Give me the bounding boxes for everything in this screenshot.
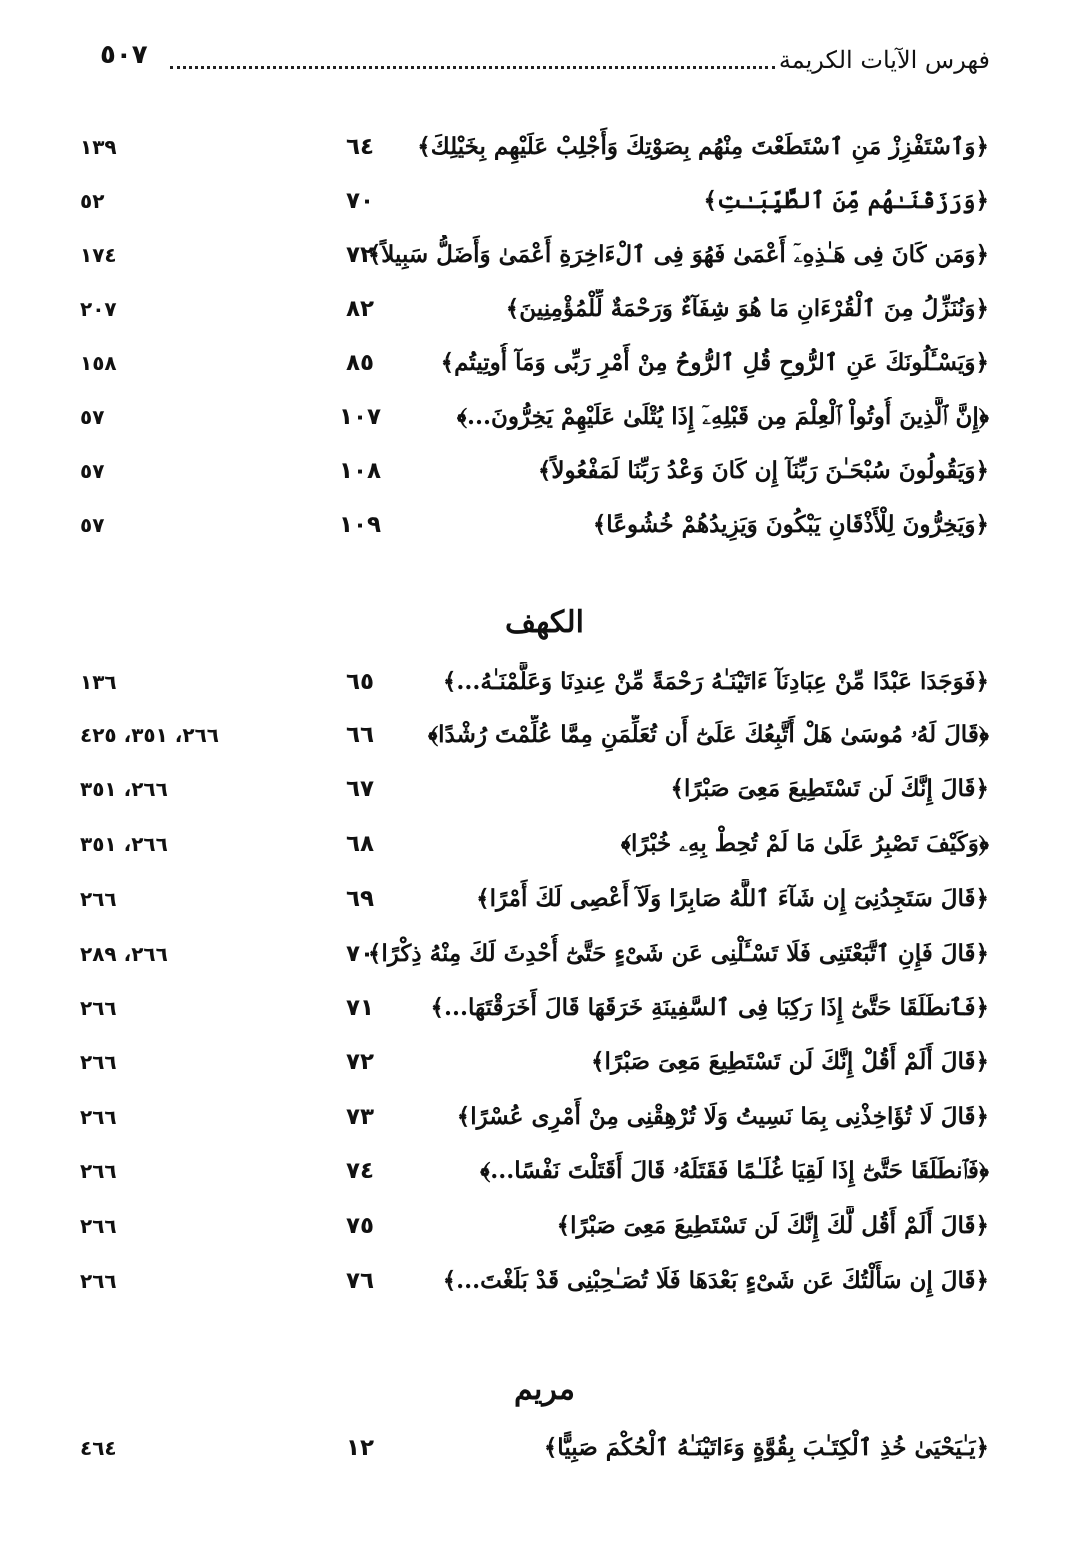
- index-row: [0, 1151, 1089, 1191]
- verse-text: ﴿وَكَيْفَ تَصْبِرُ عَلَىٰ مَا لَمْ تُحِطْ بِهِۦ خُبْرًا﴾: [620, 830, 989, 857]
- section-title-al-kahf: الكهف: [505, 605, 584, 640]
- verse-text: ﴿قَالَ أَلَمْ أَقُلْ إِنَّكَ لَن تَسْتَطِيعَ مَعِىَ صَبْرًا﴾: [591, 1048, 989, 1075]
- page-references: ٢٦٦، ٣٥١، ٤٢٥: [80, 723, 219, 747]
- verse-text: ﴿وَٱسْتَفْزِزْ مَنِ ٱسْتَطَعْتَ مِنْهُم بِصَوْتِكَ وَأَجْلِبْ عَلَيْهِم بِخَيْلِكَ﴾: [417, 133, 989, 160]
- page-references: ١٥٨: [80, 351, 117, 375]
- verse-text: ﴿وَمَن كَانَ فِى هَـٰذِهِۦٓ أَعْمَىٰ فَهُوَ فِى ٱلْءَاخِرَةِ أَعْمَىٰ وَأَضَلُّ سَبِيلاً﴾: [367, 241, 989, 268]
- index-row: [0, 1261, 1089, 1301]
- page-references: ٤٦٤: [80, 1436, 117, 1460]
- verse-text: ﴿فَوَجَدَا عَبْدًا مِّنْ عِبَادِنَآ ءَاتَيْنَـٰهُ رَحْمَةً مِّنْ عِندِنَا وَعَلَّمْنَـٰهُ...﴾: [442, 668, 989, 695]
- verse-text: ﴿قَالَ لَهُۥ مُوسَىٰ هَلْ أَتَّبِعُكَ عَلَىٰٓ أَن تُعَلِّمَنِ مِمَّا عُلِّمْتَ رُشْدًا﴾: [427, 721, 989, 748]
- verse-text: ﴿إِنَّ ٱلَّذِينَ أُوتُواْ ٱلْعِلْمَ مِن قَبْلِهِۦٓ إِذَا يُتْلَىٰ عَلَيْهِمْ يَخِرُّونَ...﴾: [456, 403, 989, 430]
- page-references: ٢٠٧: [80, 297, 117, 321]
- ayah-number: ٧٣: [345, 1104, 375, 1130]
- ayah-number: ٧٤: [345, 1158, 375, 1184]
- page-references: ٢٦٦: [80, 1050, 117, 1074]
- verse-text: ﴿قَالَ فَإِنِ ٱتَّبَعْتَنِى فَلَا تَسْـَٔلْنِى عَن شَىْءٍ حَتَّىٰٓ أُحْدِثَ لَكَ مِنْهُ ذِكْرًا﴾: [367, 940, 989, 967]
- ayah-number: ٧٢: [345, 242, 375, 268]
- ayah-number: ١٠٨: [338, 458, 382, 484]
- index-row: [0, 988, 1089, 1028]
- index-row: [0, 715, 1089, 755]
- ayah-number: ٨٢: [345, 296, 375, 322]
- verse-text: ﴿قَالَ لَا تُؤَاخِذْنِى بِمَا نَسِيتُ وَلَا تُرْهِقْنِى مِنْ أَمْرِى عُسْرًا﴾: [456, 1103, 989, 1130]
- verse-text: ﴿يَـٰيَحْيَىٰ خُذِ ٱلْكِتَـٰبَ بِقُوَّةٍ وَءَاتَيْنَـٰهُ ٱلْحُكْمَ صَبِيًّا﴾: [543, 1434, 989, 1461]
- page-references: ٢٦٦: [80, 887, 117, 911]
- ayah-number: ٧٦: [345, 1268, 375, 1294]
- index-row: [0, 1042, 1089, 1082]
- page-references: ١٧٤: [80, 243, 117, 267]
- ayah-number: ٧٥: [345, 1213, 375, 1239]
- index-row: [0, 127, 1089, 167]
- verse-text: ﴿وَيَقُولُونَ سُبْحَـٰنَ رَبِّنَآ إِن كَانَ وَعْدُ رَبِّنَا لَمَفْعُولاً﴾: [537, 457, 989, 484]
- page-references: ٢٦٦، ٣٥١: [80, 832, 168, 856]
- index-row: [0, 289, 1089, 329]
- index-row: [0, 662, 1089, 702]
- ayah-number: ٦٩: [345, 886, 375, 912]
- ayah-number: ٧١: [345, 995, 375, 1021]
- verse-text: ﴿وَيَسْـَٔلُونَكَ عَنِ ٱلرُّوحِ قُلِ ٱلرُّوحُ مِنْ أَمْرِ رَبِّى وَمَآ أُوتِيتُم﴾: [440, 349, 989, 376]
- index-row: [0, 769, 1089, 809]
- ayah-number: ٧٢: [345, 1049, 375, 1075]
- index-row: [0, 1097, 1089, 1137]
- verse-text: ﴿فَٱنطَلَقَا حَتَّىٰٓ إِذَا لَقِيَا غُلَـٰمًا فَقَتَلَهُۥ قَالَ أَقَتَلْتَ نَفْسًا...﴾: [480, 1157, 989, 1184]
- page-references: ٥٧: [80, 513, 105, 537]
- ayah-number: ١٠٩: [338, 512, 382, 538]
- index-row: [0, 397, 1089, 437]
- page-references: ٢٦٦: [80, 1269, 117, 1293]
- index-row: [0, 235, 1089, 275]
- ayah-number: ١٠٧: [338, 404, 382, 430]
- page-number: ٥٠٧: [100, 40, 148, 70]
- ayah-number: ٦٧: [345, 776, 375, 802]
- verse-text: ﴿قَالَ أَلَمْ أَقُل لَّكَ إِنَّكَ لَن تَسْتَطِيعَ مَعِىَ صَبْرًا﴾: [556, 1212, 989, 1239]
- verse-text: ﴿وَنُنَزِّلُ مِنَ ٱلْقُرْءَانِ مَا هُوَ شِفَآءٌ وَرَحْمَةٌ لِّلْمُؤْمِنِينَ﴾: [505, 295, 989, 322]
- ayah-number: ٧٠: [345, 941, 375, 967]
- ayah-number: ٦٨: [345, 831, 375, 857]
- verse-text: ﴿قَالَ إِنَّكَ لَن تَسْتَطِيعَ مَعِىَ صَبْرًا﴾: [670, 775, 989, 802]
- verse-text: ﴿قَالَ سَتَجِدُنِىٓ إِن شَآءَ ٱللَّهُ صَابِرًا وَلَآ أَعْصِى لَكَ أَمْرًا﴾: [476, 885, 989, 912]
- index-row: [0, 1428, 1089, 1468]
- page-references: ٢٦٦، ٢٨٩: [80, 942, 168, 966]
- page-references: ٢٦٦: [80, 1105, 117, 1129]
- index-row: [0, 879, 1089, 919]
- page-references: ١٣٩: [80, 135, 117, 159]
- index-row: [0, 934, 1089, 974]
- ayah-number: ٨٥: [345, 350, 375, 376]
- ayah-number: ٦٥: [345, 669, 375, 695]
- ayah-number: ٦٦: [345, 722, 375, 748]
- page-references: ٢٦٦: [80, 996, 117, 1020]
- page-references: ٥٧: [80, 405, 105, 429]
- page-references: ٢٦٦: [80, 1214, 117, 1238]
- verse-text: ﴿وَرَزَقْنَـٰهُم مِّنَ ٱلطَّيِّبَـٰتِ﴾: [703, 187, 989, 214]
- verse-text: ﴿قَالَ إِن سَأَلْتُكَ عَن شَىْءٍ بَعْدَهَا فَلَا تُصَـٰحِبْنِى قَدْ بَلَغْتَ...﴾: [442, 1267, 989, 1294]
- verse-text: ﴿فَٱنطَلَقَا حَتَّىٰٓ إِذَا رَكِبَا فِى ٱلسَّفِينَةِ خَرَقَهَا قَالَ أَخَرَقْتَهَا...﴾: [430, 994, 989, 1021]
- index-row: [0, 451, 1089, 491]
- page-references: ٢٦٦، ٣٥١: [80, 777, 168, 801]
- index-row: [0, 505, 1089, 545]
- header-title: فهرس الآيات الكريمة: [778, 46, 990, 74]
- ayah-number: ٦٤: [345, 134, 375, 160]
- index-row: [0, 181, 1089, 221]
- index-row: [0, 824, 1089, 864]
- ayah-number: ١٢: [345, 1435, 375, 1461]
- section-title-maryam: مريم: [514, 1372, 575, 1407]
- page-references: ٥٢: [80, 189, 105, 213]
- verse-text: ﴿وَيَخِرُّونَ لِلْأَذْقَانِ يَبْكُونَ وَيَزِيدُهُمْ خُشُوعًا﴾: [592, 511, 989, 538]
- index-row: [0, 343, 1089, 383]
- page-references: ٢٦٦: [80, 1159, 117, 1183]
- page-references: ٥٧: [80, 459, 105, 483]
- page-references: ١٣٦: [80, 670, 117, 694]
- page-header: [100, 40, 990, 80]
- header-dot-leader: [170, 54, 775, 69]
- ayah-number: ٧٠: [345, 188, 375, 214]
- index-row: [0, 1206, 1089, 1246]
